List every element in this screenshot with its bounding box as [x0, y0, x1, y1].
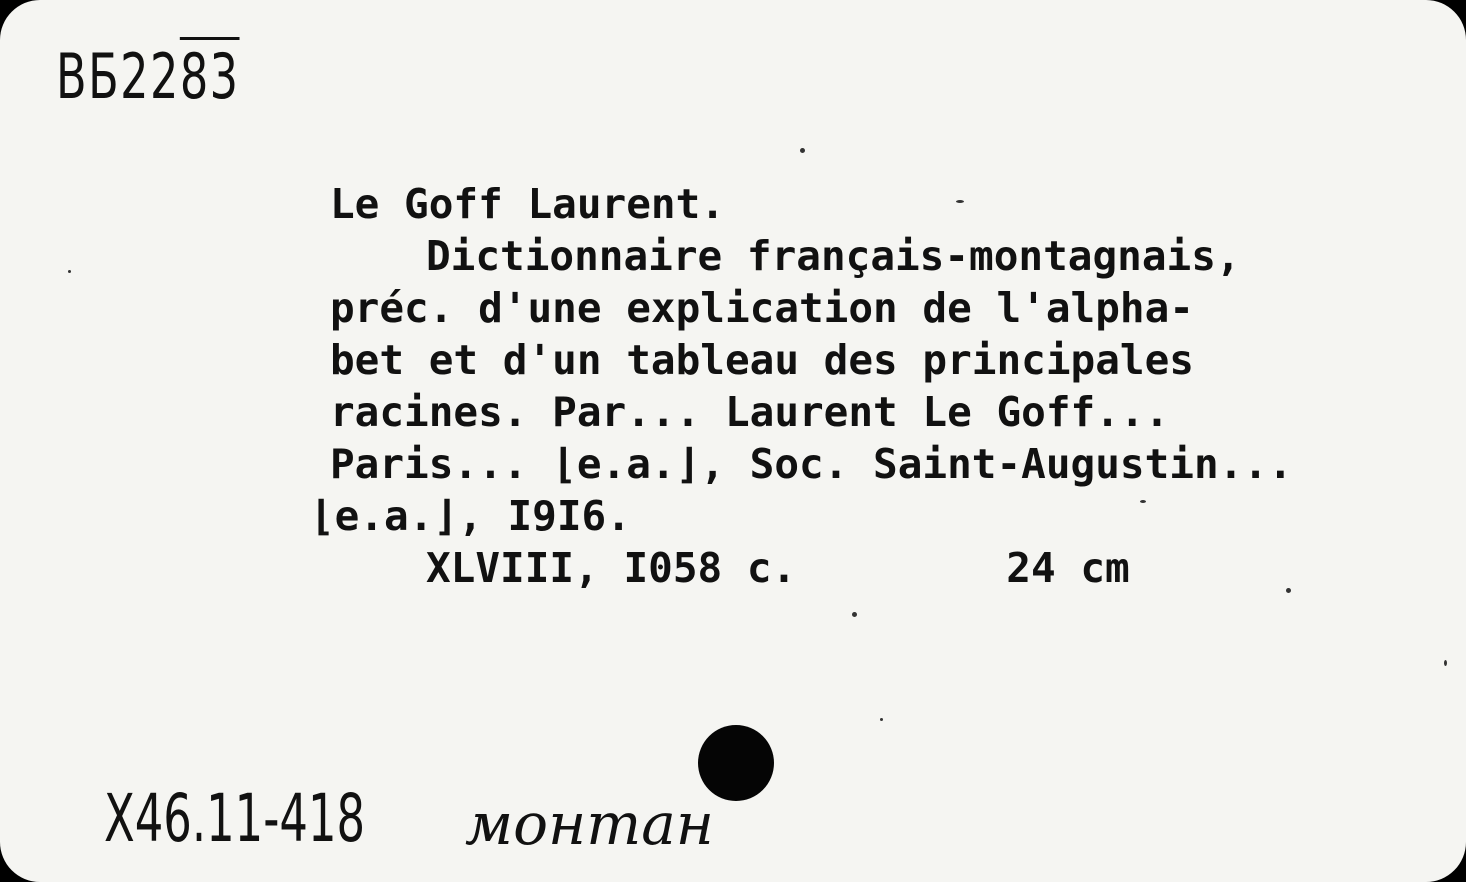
speck [1140, 500, 1146, 503]
pagination: XLVIII, I058 c. [426, 544, 797, 592]
speck [68, 270, 71, 273]
imprint-line-1: Paris... ⌊e.a.⌋, Soc. Saint-Augustin... [330, 440, 1293, 488]
shelfmark-sub: 83 [179, 40, 240, 113]
catalog-entry [310, 178, 1450, 594]
language-note: монтан [465, 790, 714, 858]
title-line-1: Dictionnaire français-montagnais, [426, 232, 1241, 280]
title-line-2: préc. d'une explication de l'alpha- [330, 284, 1194, 332]
speck [1286, 588, 1291, 593]
speck [852, 612, 857, 617]
author-heading: Le Goff Laurent. [330, 180, 725, 228]
imprint-line-2: ⌊e.a.⌋, I9I6. [310, 492, 631, 540]
speck [1444, 660, 1447, 666]
speck [880, 718, 883, 721]
title-line-4: racines. Par... Laurent Le Goff... [330, 388, 1170, 436]
dimensions: 24 cm [1006, 544, 1130, 592]
title-line-3: bet et d'un tableau des principales [330, 336, 1194, 384]
collation-line [330, 542, 1450, 594]
speck [956, 200, 964, 203]
shelfmark [56, 40, 240, 113]
shelfmark-main: ВБ22 [56, 40, 180, 113]
speck [800, 148, 805, 153]
accession-number: X46.11-418 [104, 780, 366, 857]
